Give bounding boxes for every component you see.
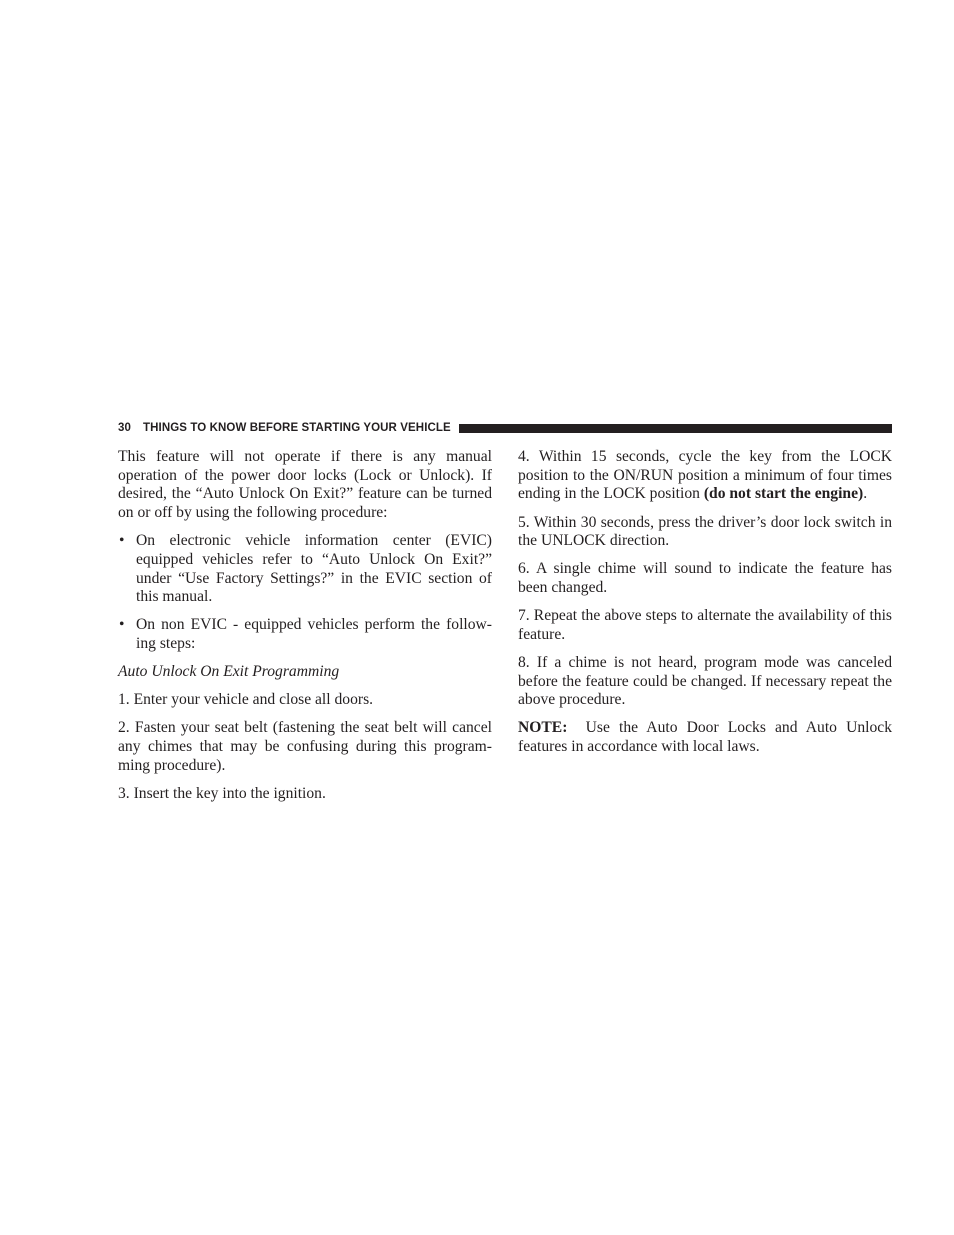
note-paragraph: [518, 719, 896, 756]
list-item: [118, 532, 492, 607]
step-4-end: .: [863, 485, 868, 503]
programming-subheading: Auto Unlock On Exit Programming: [118, 663, 340, 681]
step-4: [518, 448, 892, 504]
list-item: [118, 616, 492, 653]
bullet-icon: •: [119, 616, 125, 634]
note-text: Use the Auto Door Locks and Auto Unlock features in accordance with local laws.: [518, 719, 896, 756]
step-3: 3. Insert the key into the ignition.: [118, 784, 326, 802]
step-2: 2. Fasten your seat belt (fastening the seat belt will cancel any chimes that may be confusing during this program-ming procedure).: [118, 719, 492, 774]
step-4-text: 4. Within 15 seconds, cycle the key from the LOCK position to the ON/RUN position a minimum of four times ending in the LOCK position: [518, 448, 892, 503]
bullet-text: On electronic vehicle information center (EVIC) equipped vehicles refer to “Auto Unlock On Exit?” under “Use Factory Settings?” in the EVIC section of this manual.: [136, 532, 492, 606]
step-7: 7. Repeat the above steps to alternate the availability of this feature.: [518, 607, 892, 643]
section-title: THINGS TO KNOW BEFORE STARTING YOUR VEHICLE: [143, 422, 451, 434]
header-rule: [459, 424, 892, 433]
step-6: 6. A single chime will sound to indicate the feature has been changed.: [518, 560, 892, 596]
step-4-warning: (do not start the engine): [703, 485, 864, 503]
page-number: 30: [118, 422, 131, 434]
intro-paragraph: This feature will not operate if there is any manual operation of the power door locks (Lock or Unlock). If desired, the “Auto Unlock On Exit?” feature can be turned on or off by using the following procedure:: [118, 448, 492, 522]
note-label: NOTE:: [518, 719, 568, 737]
bullet-list: [118, 532, 492, 654]
left-column: [118, 448, 492, 813]
step-8: 8. If a chime is not heard, program mode was canceled before the feature could be changed. If necessary repeat the above procedure.: [518, 653, 892, 709]
step-5: 5. Within 30 seconds, press the driver’s door lock switch in the UNLOCK direction.: [518, 513, 892, 550]
page-header: [118, 419, 892, 437]
step-1: 1. Enter your vehicle and close all doors.: [118, 691, 374, 709]
bullet-text: On non EVIC - equipped vehicles perform the follow-ing steps:: [136, 616, 492, 653]
bullet-icon: •: [119, 532, 125, 550]
right-column: [518, 448, 896, 766]
